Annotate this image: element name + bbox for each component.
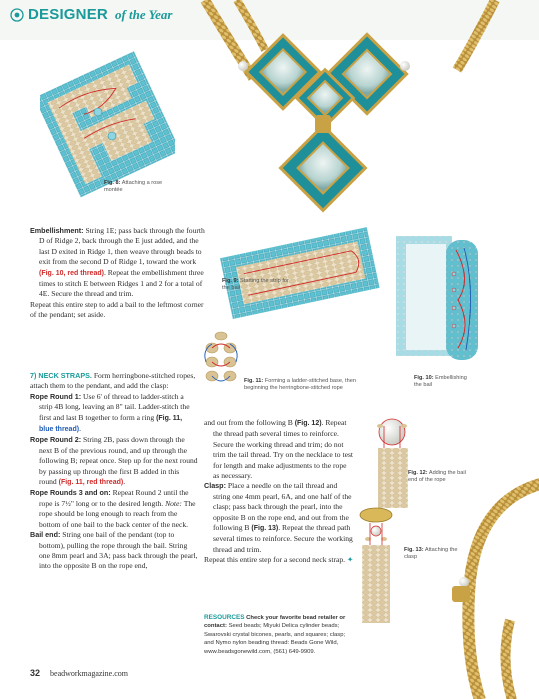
header-title: DESIGNER (28, 6, 108, 23)
clasp-text: Place a needle on the tail thread and string one 4mm pearl, 6A, and one half of the clasp; pass back through the pearl, into the opposite B on the rope end, and out from the following B (213, 481, 352, 533)
fig13-illustration (354, 505, 400, 625)
rope-round3-text: Repeat Round 2 until the rope is 7½" long or to the desired length. (39, 488, 189, 508)
step7-paragraph (30, 371, 198, 392)
fig11-label: Fig. 11: (244, 378, 264, 384)
clasp-heading: Clasp: (204, 481, 226, 491)
embellishment-heading: Embellishment: (30, 226, 84, 235)
bail-continued-text: and out from the following B (204, 418, 293, 427)
resources-text: Seed beads; Miyuki Delica cylinder beads; Swarovski crystal bicones, pearls, and squares; clasp; and Nymo nylon beading thread: Beads Gone Wild, www.beadsgonewild.com, (561) 649-9909. (204, 623, 346, 655)
bail-continued-paragraph (204, 418, 354, 481)
bail-end-paragraph (30, 530, 198, 572)
fig8-text: Attaching a rose montée (104, 180, 163, 193)
fig12-label: Fig. 12: (408, 470, 428, 476)
rope-round1-heading: Rope Round 1: (30, 391, 82, 401)
step7-text: Form herringbone-stitched ropes, attach them to the pendant, and add the clasp: (30, 371, 196, 391)
embellishment-text: String 1E; pass back through the fourth D of Ridge 2, back through the E just added, and the last D exited in Ridge 1, then weave through beads to exit from the second D of Ridge 1, toward the work (39, 226, 205, 267)
clasp-ref: (Fig. 13) (251, 525, 279, 533)
fig11-text: Forming a ladder-stitched base, then beginning the herringbone-stitched rope (244, 378, 356, 391)
fig13-label: Fig. 13: (404, 547, 424, 553)
fig10-text: Embellishing the bail (414, 375, 467, 388)
clasp-text2: . Repeat the thread path several times to reinforce. Secure the working thread and trim. (213, 523, 353, 554)
page-footer (30, 668, 128, 678)
embellishment-paragraph (30, 226, 208, 300)
rope-round1-text: Use 6' of thread to ladder-stitch a strip 4B long, leaving an 8" tail. Ladder-stitch the first and last B together to form a ring (39, 391, 190, 422)
section-header (10, 6, 173, 23)
header-subtitle: of the Year (114, 6, 173, 22)
rope-round2-paragraph: Rope Round 2: String 2B, pass down through the next B of the previous round, and up through the following B; repeat once. Step up for the next round by passing up through the first B added in this round (Fig. 11, red thread). (30, 435, 198, 487)
fig10-caption (414, 375, 474, 389)
rope-round3-note-label: Note: (165, 498, 182, 508)
bail-continued-text2: . Repeat the thread path several times to reinforce. Secure the working thread and trim; do not trim the tail thread. Try on the necklace to test for length and make adjustments to the rope as necessary. (213, 418, 354, 481)
embellishment-text2: . Repeat the embellishment three times to stitch E between Ridges 1 and 2 for a total of 4E. Secure the thread and trim. (39, 267, 204, 299)
rope-round1-paragraph: Rope Round 1: Use 6' of thread to ladder-stitch a strip 4B long, leaving an 8" tail. Ladder-stitch the first and last B together to form a ring (Fig. 11, blue thread). (30, 391, 190, 434)
resources-label: RESOURCES (204, 614, 245, 621)
repeat-strap-paragraph (204, 555, 354, 565)
end-mark-icon: ✦ (346, 555, 354, 565)
text-column-left-top (30, 226, 208, 321)
fig10-illustration (392, 230, 492, 370)
rope-photo (440, 470, 539, 699)
repeat-paragraph: Repeat this entire step to add a bail to the leftmost corner of the pendant; set aside. (30, 299, 204, 320)
fig9-illustration (215, 222, 385, 327)
pendant-photo (195, 0, 539, 218)
fig12-illustration (368, 418, 424, 510)
rope-round3-note: The rope should be long enough to reach from the bottom of one bail to the back center of the neck. (39, 498, 196, 529)
fig11-caption (244, 378, 374, 392)
page-number: 32 (30, 668, 41, 678)
flourish-icon (10, 8, 24, 22)
rope-round1-ref-color: blue thread) (39, 426, 80, 434)
footer-site: beadworkmagazine.com (50, 669, 128, 678)
fig13-text: Attaching the clasp (404, 547, 458, 560)
fig8-caption (104, 180, 168, 194)
fig10-label: Fig. 10: (414, 375, 434, 381)
bail-continued-ref: (Fig. 12) (294, 420, 322, 427)
text-column-middle (204, 418, 354, 566)
embellishment-ref: (Fig. 10, red thread) (39, 269, 104, 277)
rope-round2-heading: Rope Round 2: (30, 435, 82, 445)
fig11-illustration (200, 330, 242, 392)
repeat-strap-text: Repeat this entire step for a second neck strap. (204, 555, 346, 565)
fig9-text: Starting the strip for the bail (222, 278, 289, 291)
fig8-label: Fig. 8: (104, 180, 121, 186)
resources-box (204, 614, 354, 656)
resources-lead: Check your favorite bead retailer or contact: (204, 615, 346, 630)
rope-round2-ref: (Fig. 11, red thread) (58, 479, 124, 487)
rope-round2-text: String 2B, pass down through the next B of the previous round, and up through the following B; repeat once. Step up for the next round by passing up through the first B added in this round (39, 435, 198, 487)
text-column-left (30, 371, 198, 572)
rope-round3-heading: Rope Rounds 3 and on: (30, 488, 111, 498)
fig12-text: Adding the bail end of the rope (408, 470, 466, 483)
clasp-paragraph (204, 481, 354, 555)
fig9-label: Fig. 9: (222, 278, 239, 284)
rope-round3-paragraph (30, 488, 198, 530)
fig9-caption (222, 278, 290, 292)
bail-end-text: String one bail of the pendant (top to bottom), pulling the rope through the bail. String one 8mm pearl and 3A; pass back through the pearl, into the opposite B on the rope end, (39, 530, 198, 571)
step7-heading: 7) NECK STRAPS. (30, 371, 92, 380)
bail-end-heading: Bail end: (30, 530, 61, 540)
rope-round1-ref: (Fig. 11, (156, 414, 183, 422)
